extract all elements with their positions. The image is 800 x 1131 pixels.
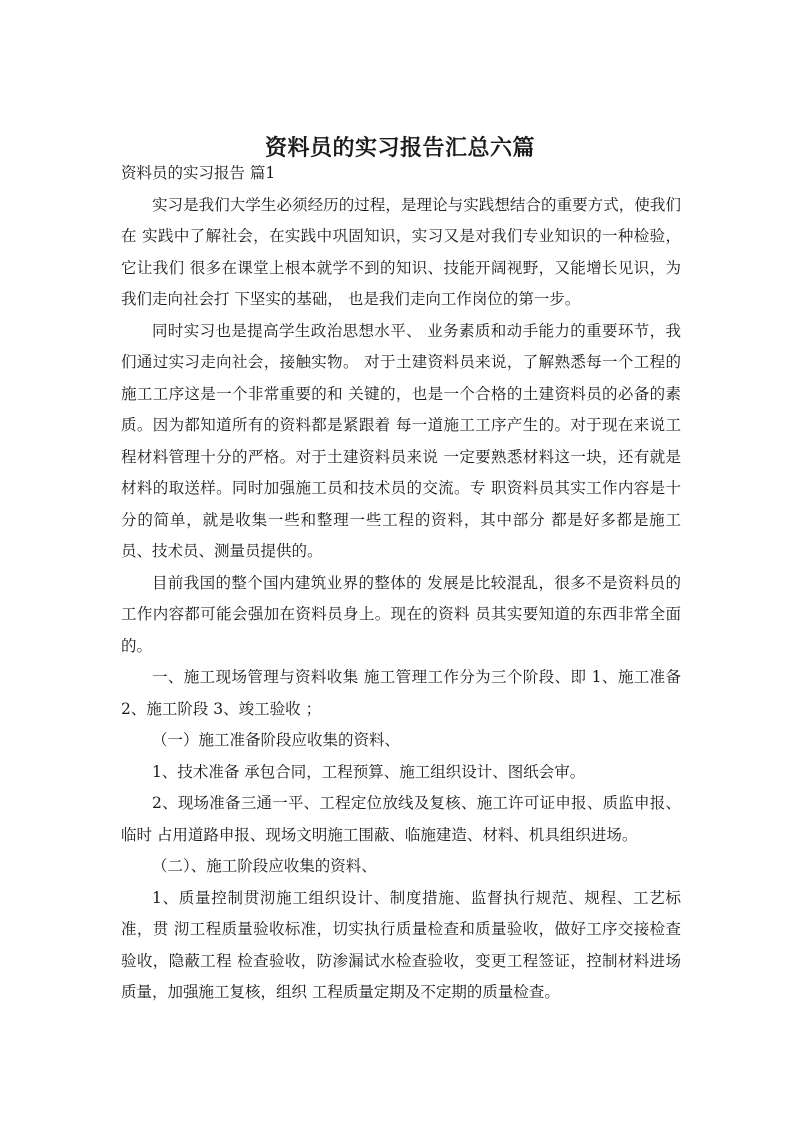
paragraph-site-management: 一、施工现场管理与资料收集 施工管理工作分为三个阶段、即 1、施工准备 2、施工阶段 3、竣工验收 ； <box>121 668 681 718</box>
section-subtitle: 资料员的实习报告 篇1 <box>121 164 276 182</box>
paragraph-industry-status: 目前我国的整个国内建筑业界的整体的 发展是比较混乱，很多不是资料员的工作内容都可能会强加在资料员身上。现在的资料 员其实要知道的东西非常全面的。 <box>121 573 681 655</box>
heading-construction-stage: （二）、施工阶段应收集的资料、 <box>152 857 377 875</box>
paragraph-internship-importance: 同时实习也是提高学生政治思想水平、 业务素质和动手能力的重要环节，我们通过实习走向社会，接触实物。 对于土建资料员来说，了解熟悉每一个工程的施工工序这是一个非常重要的和 关键的，也是一个合格的土建资料员的必备的素质。因为都知道所有的资料都是紧跟着 每一道施工工序产生的。对于现在来说工程材料管理十分的严格。对于土建资料员来说 一定要熟悉材料这一块，还有就是材料的取送样。同时加强施工员和技术员的交流。专 职资料员其实工作内容是十分的简单，就是收集一些和整理一些工程的资料，其中部分 都是好多都是施工员、技术员、测量员提供的。 <box>121 321 681 560</box>
list-item-quality-control: 1、质量控制贯沏施工组织设计、制度措施、监督执行规范、规程、工艺标准，贯 沏工程质量验收标准，切实执行质量检查和质量验收，做好工序交接检查验收，隐蔽工程 检查验收，防渗漏试水检查验收，变更工程签证，控制材料进场质量，加强施工复核，组织 工程质量定期及不定期的质量检查。 <box>121 888 681 1001</box>
document-title: 资料员的实习报告汇总六篇 <box>264 135 535 161</box>
heading-preparation-stage: （一）施工准备阶段应收集的资料、 <box>152 731 401 749</box>
paragraph-internship-intro: 实习是我们大学生必须经历的过程，是理论与实践想结合的重要方式，使我们在 实践中了解社会，在实践中巩固知识，实习又是对我们专业知识的一种检验，它让我们 很多在课堂上根本就学不到的知识、技能开阔视野，又能增长见识，为我们走向社会打 下坚实的基础， 也是我们走向工作岗位的第一步。 <box>121 195 681 308</box>
document-body <box>121 158 681 1009</box>
list-item-site-prep: 2、现场准备三通一平、工程定位放线及复核、施工许可证申报、质监申报、临时 占用道路申报、现场文明施工围蔽、临施建造、材料、机具组织进场。 <box>121 794 681 844</box>
list-item-technical-prep: 1、技术准备 承包合同，工程预算、施工组织设计、图纸会审。 <box>152 762 586 781</box>
